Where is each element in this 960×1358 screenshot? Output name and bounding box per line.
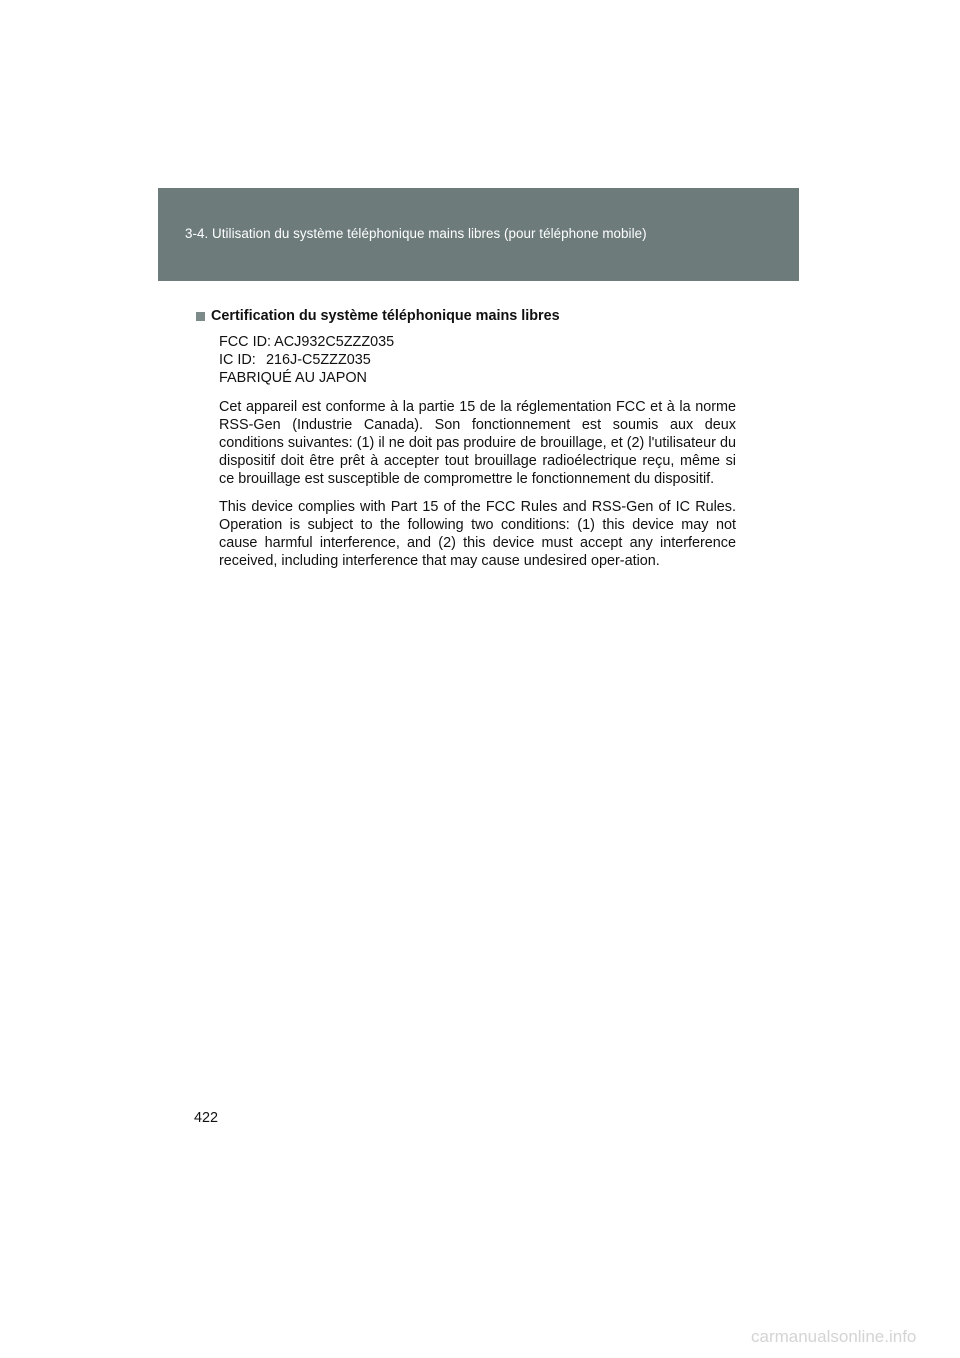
section-heading bbox=[196, 308, 560, 324]
section-heading-text: Certification du système téléphonique mains libres bbox=[211, 308, 560, 324]
chapter-title: 3-4. Utilisation du système téléphonique mains libres (pour téléphone mobile) bbox=[185, 226, 647, 241]
ic-id-line bbox=[219, 351, 736, 369]
ic-id-value: 216J-C5ZZZ035 bbox=[266, 352, 371, 368]
watermark-text: carmanualsonline.info bbox=[751, 1327, 917, 1346]
page-number: 422 bbox=[194, 1110, 219, 1126]
fcc-id-line: FCC ID: ACJ932C5ZZZ035 bbox=[219, 334, 395, 350]
square-bullet-icon bbox=[196, 312, 205, 321]
chapter-header-band bbox=[158, 188, 799, 281]
ic-id-label: IC ID: bbox=[219, 352, 256, 368]
made-in-line: FABRIQUÉ AU JAPON bbox=[219, 370, 367, 386]
paragraph-french: Cet appareil est conforme à la partie 15 de la réglementation FCC et à la norme RSS-Gen (Industrie Canada). Son fonctionnement est soumis aux deux conditions suivantes: (1) il ne doit pas produire de brouillage, et (2) l'utilisateur du dispositif doit être prêt à accepter tout brouillage radioélectrique reçu, même si ce brouillage est susceptible de compromettre le fonctionnement du dispositif. bbox=[219, 399, 736, 487]
paragraph-english: This device complies with Part 15 of the FCC Rules and RSS-Gen of IC Rules. Operation is subject to the following two conditions: (1) this device may not cause harmful interference, and (2) this device must accept any interference received, including interference that may cause undesired oper-ation. bbox=[219, 499, 736, 569]
section-body bbox=[219, 333, 736, 570]
